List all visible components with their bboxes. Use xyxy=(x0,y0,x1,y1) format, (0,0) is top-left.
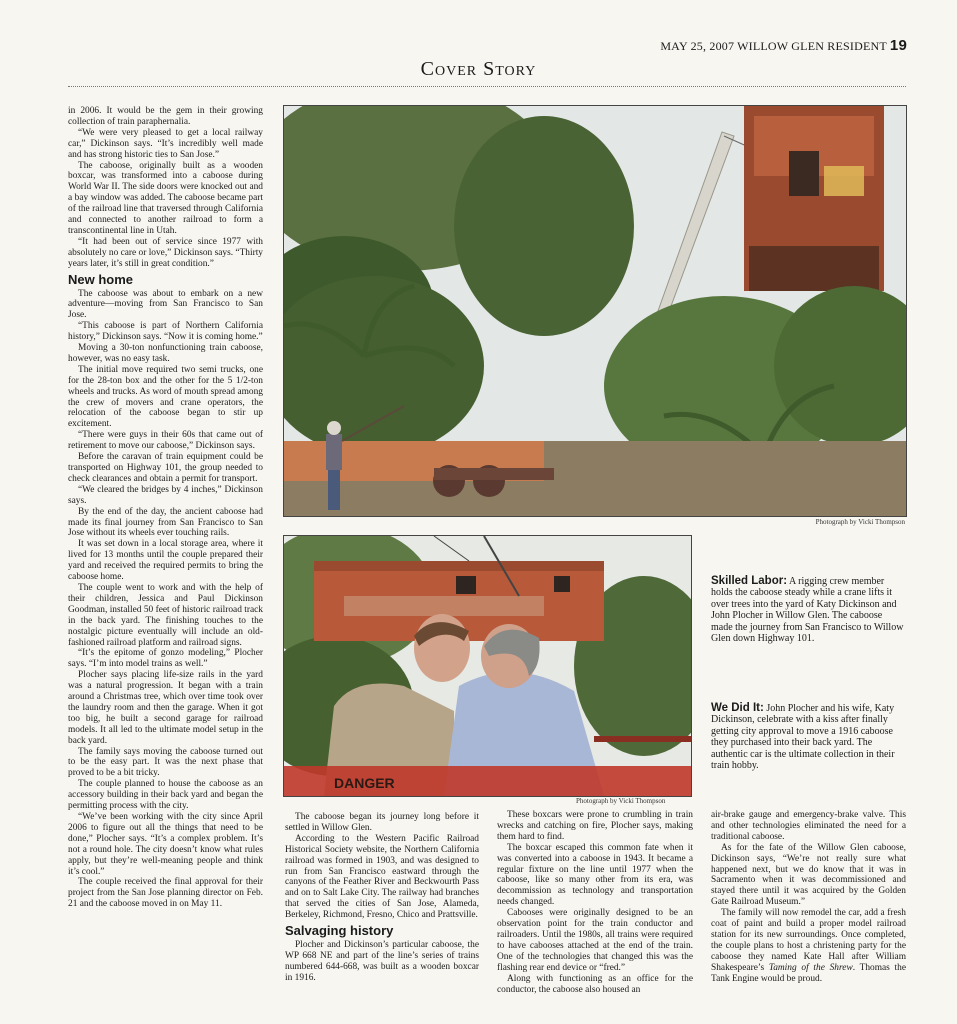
paragraph: The couple planned to house the caboose as an accessory building in their back yard and began the permitting process with the city. xyxy=(68,779,263,812)
paragraph: Along with functioning as an office for the conductor, the caboose also housed an xyxy=(497,973,693,995)
paragraph: The caboose, originally built as a wooden boxcar, was transformed into a caboose during World War II. The side doors were knocked out and a bay window was added. The caboose became part of the railroad line that traversed through California and connected to another railroad to form a transcontinental line in Utah. xyxy=(68,160,263,236)
photo-couple-kiss xyxy=(283,535,692,797)
photo-credit: Photograph by Vicki Thompson xyxy=(576,797,666,805)
paragraph: Moving a 30-ton nonfunctioning train caboose, however, was no easy task. xyxy=(68,343,263,364)
caption-we-did-it xyxy=(711,703,906,771)
article-column-1 xyxy=(68,106,263,910)
paragraph: “We cleared the bridges by 4 inches,” Dickinson says. xyxy=(68,484,263,506)
subheading-new-home: New home xyxy=(68,271,134,287)
caption-text: A rigging crew member holds the caboose steady while a crane lifts it over trees into the yard of Katy Dickinson and John Plocher in Willow Glen. The caboose made the journey from San Francisco to Willow Glen down Highway 101. xyxy=(711,576,904,645)
book-title: Taming of the Shrew xyxy=(768,962,853,973)
caption-lead: Skilled Labor: xyxy=(711,575,788,587)
paragraph: As for the fate of the Willow Glen caboose, Dickinson says, “We’re not really sure what happened next, but we do know that it was in Sacramento when it was decommissioned and stayed there until it was acquired by the Golden Gate Railroad Museum.” xyxy=(711,842,906,908)
paragraph: The couple went to work and with the help of their children, Jessica and Paul Dickinson Goodman, installed 50 feet of historic railroad track in the back yard. The finishing touches to the nostalgic picture eventually will include an old-fashioned railroad platform and railroad signs. xyxy=(68,582,263,648)
paragraph: Plocher says placing life-size rails in the yard was a natural progression. It began with a train around a Christmas tree, which over time took over the laundry room and then the garage. When it got too big, he built a second garage for railroad models. It all led to the ultimate model setup in the back yard. xyxy=(68,670,263,746)
caption-skilled-labor xyxy=(711,576,906,644)
paragraph: “We were very pleased to get a local railway car,” Dickinson says. “It’s incredibly well made and has strong historic ties to San Jose.” xyxy=(68,127,263,160)
paragraph: in 2006. It would be the gem in their growing collection of train paraphernalia. xyxy=(68,106,263,127)
paragraph: “There were guys in their 60s that came out of retirement to move our caboose,” Dickinson says. xyxy=(68,430,263,452)
issue-date-publication: MAY 25, 2007 WILLOW GLEN RESIDENT xyxy=(660,39,887,53)
paragraph: air-brake gauge and emergency-brake valve. This and other technologies eliminated the need for a traditional caboose. xyxy=(711,810,906,842)
paragraph: The boxcar escaped this common fate when it was converted into a caboose in 1943. It became a regular fixture on the line until 1977 when the caboose, like so many other from its era, was decommission as technology and transportation needs changed. xyxy=(497,842,693,908)
paragraph: “It’s the epitome of gonzo modeling,” Plocher says. “I’m into model trains as well.” xyxy=(68,648,263,670)
article-column-2 xyxy=(285,812,479,984)
paragraph: These boxcars were prone to crumbling in train wrecks and catching on fire, Plocher says, making them hard to find. xyxy=(497,810,693,842)
caption-text: John Plocher and his wife, Katy Dickinson, celebrate with a kiss after finally getting city approval to move a 1916 caboose they purchased into their back yard. The authentic car is the ultimate collection in their train hobby. xyxy=(711,703,895,772)
paragraph: “We’ve been working with the city since April 2006 to figure out all the things that need to be done,” Plocher says. “It’s a complex problem. It’s not a round hole. The city doesn’t know what rules apply, but they’re well-meaning people and think it’s cool.” xyxy=(68,812,263,877)
header-meta xyxy=(660,37,907,54)
paragraph: By the end of the day, the ancient caboose had made its final journey from San Francisco to San Jose without its wheels ever touching rails. xyxy=(68,506,263,539)
paragraph: The caboose was about to embark on a new adventure—moving from San Francisco to San Jose. xyxy=(68,288,263,321)
paragraph: According to the Western Pacific Railroad Historical Society website, the Northern California railroad was formed in 1903, and was designed to run from San Francisco eastward through the canyons of the Feather River and Beckwourth Pass and on to Salt Lake City. The railway had branches that served the cities of San Jose, Alameda, Berkeley, Richmond, Fresno, Chico and Prattsville. xyxy=(285,833,479,921)
page-number: 19 xyxy=(889,37,907,54)
photo-crane-illustration xyxy=(284,106,906,516)
paragraph: Before the caravan of train equipment could be transported on Highway 101, the group needed to check clearances and obtain a permit for transport. xyxy=(68,452,263,484)
danger-sign-text: DANGER xyxy=(334,775,395,791)
paragraph: “This caboose is part of Northern California history,” Dickinson says. “Now it is coming home.” xyxy=(68,321,263,343)
paragraph: Cabooses were originally designed to be an observation point for the train conductor and railroaders. Until the 1980s, all trains were required to have cabooses attached at the end of the train. One of the technologies that changed this was the flashing rear end device or “fred.” xyxy=(497,908,693,973)
paragraph xyxy=(711,908,906,984)
paragraph-text: The family will now remodel the car, add a fresh coat of paint and build a proper model railroad station for its new surroundings. Once completed, the couple plans to host a christening party for the caboose they named Kate Hall after William Shakespeare’s xyxy=(711,908,906,973)
photo-credit: Photograph by Vicki Thompson xyxy=(815,518,905,526)
paragraph: The initial move required two semi trucks, one for the 28-ton box and the other for the 5 1/2-ton wheels and trucks. As word of mouth spread among the crew of movers and crane operators, the relocation of the caboose began to stir up excitement. xyxy=(68,364,263,430)
paragraph: Plocher and Dickinson’s particular caboose, the WP 668 NE and part of the line’s series of trains numbered 644-668, was built as a wooden boxcar in 1916. xyxy=(285,939,479,983)
paragraph: The family says moving the caboose turned out to be the easy part. It was the next phase that proved to be a bit tricky. xyxy=(68,746,263,779)
photo-crane-lifting-caboose xyxy=(283,105,907,517)
photo-couple-illustration xyxy=(284,536,691,796)
paragraph: “It had been out of service since 1977 with absolutely no care or love,” Dickinson says. “Thirty years later, it’s still in great condition.” xyxy=(68,236,263,269)
paragraph-text: . Thomas the Tank Engine would be proud. xyxy=(711,962,907,984)
header-rule xyxy=(68,86,906,87)
paragraph: The caboose began its journey long before it settled in Willow Glen. xyxy=(285,812,479,833)
subheading-salvaging-history: Salvaging history xyxy=(285,923,394,939)
paragraph: The couple received the final approval for their project from the San Jose planning director on Feb. 21 and the caboose moved in on May 11. xyxy=(68,877,263,910)
article-column-4 xyxy=(711,810,906,985)
caption-lead: We Did It: xyxy=(711,702,764,714)
paragraph: It was set down in a local storage area, where it lived for 13 months until the couple prepared their yard and received the required permits to bring the caboose home. xyxy=(68,539,263,583)
section-title: Cover Story xyxy=(420,58,537,80)
article-column-3 xyxy=(497,810,693,995)
